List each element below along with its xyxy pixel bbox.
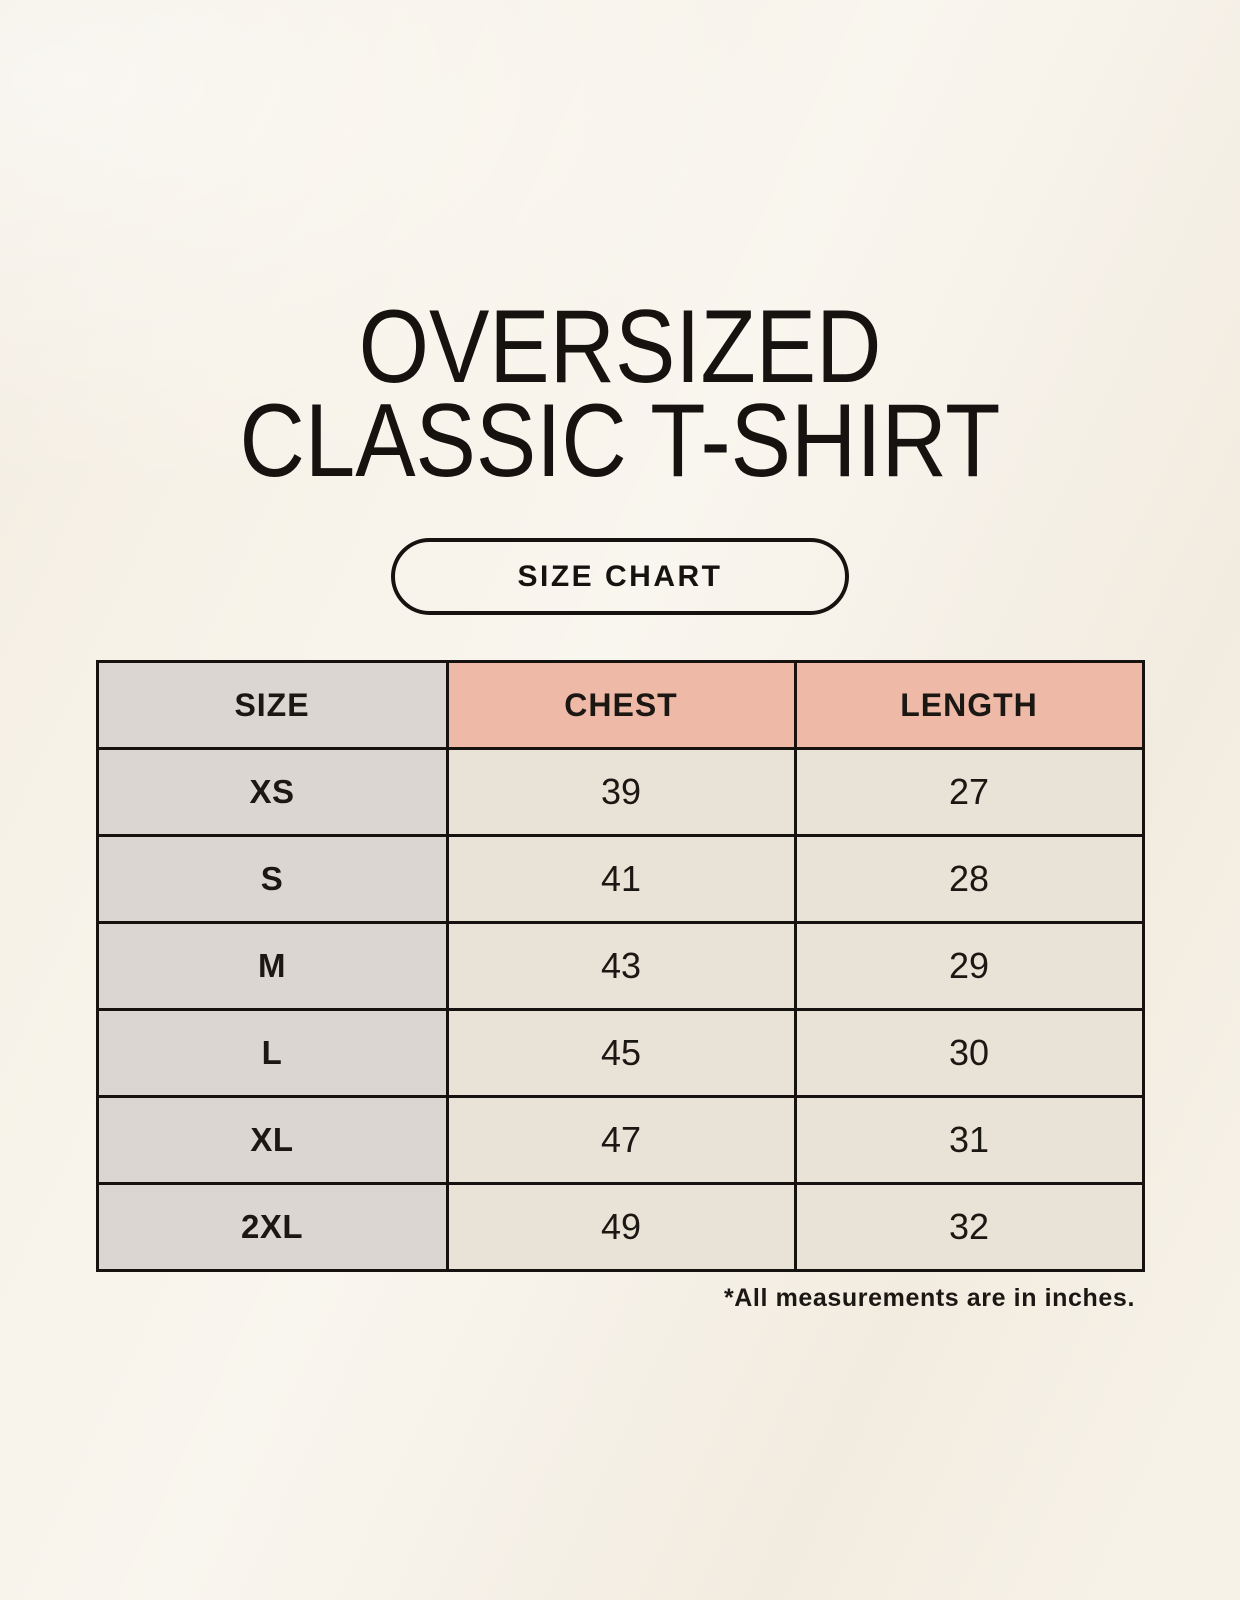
length-value-xl: 31 bbox=[795, 1097, 1143, 1184]
chest-value-m: 43 bbox=[447, 923, 795, 1010]
length-value-s: 28 bbox=[795, 836, 1143, 923]
chest-value-xl: 47 bbox=[447, 1097, 795, 1184]
size-label-m: M bbox=[97, 923, 447, 1010]
length-value-2xl: 32 bbox=[795, 1184, 1143, 1271]
chest-value-2xl: 49 bbox=[447, 1184, 795, 1271]
table-row bbox=[97, 1184, 1143, 1271]
size-label-s: S bbox=[97, 836, 447, 923]
size-chart-table bbox=[96, 660, 1145, 1272]
table-header-row bbox=[97, 662, 1143, 749]
column-header-chest: CHEST bbox=[447, 662, 795, 749]
size-chart-badge bbox=[391, 538, 849, 615]
size-label-xs: XS bbox=[97, 749, 447, 836]
column-header-size: SIZE bbox=[97, 662, 447, 749]
page-title bbox=[0, 0, 1240, 499]
size-chart-badge-label: SIZE CHART bbox=[517, 559, 723, 593]
chest-value-xs: 39 bbox=[447, 749, 795, 836]
product-title-line-2: CLASSIC T-SHIRT bbox=[239, 383, 1001, 499]
table-row bbox=[97, 836, 1143, 923]
measurements-note: *All measurements are in inches. bbox=[723, 1284, 1135, 1312]
table-row bbox=[97, 749, 1143, 836]
length-value-m: 29 bbox=[795, 923, 1143, 1010]
chest-value-l: 45 bbox=[447, 1010, 795, 1097]
column-header-length: LENGTH bbox=[795, 662, 1143, 749]
size-label-2xl: 2XL bbox=[97, 1184, 447, 1271]
table-row bbox=[97, 1010, 1143, 1097]
chest-value-s: 41 bbox=[447, 836, 795, 923]
size-label-xl: XL bbox=[97, 1097, 447, 1184]
table-row bbox=[97, 923, 1143, 1010]
size-label-l: L bbox=[97, 1010, 447, 1097]
length-value-xs: 27 bbox=[795, 749, 1143, 836]
table-row bbox=[97, 1097, 1143, 1184]
product-title-line-1: OVERSIZED bbox=[358, 289, 882, 405]
length-value-l: 30 bbox=[795, 1010, 1143, 1097]
